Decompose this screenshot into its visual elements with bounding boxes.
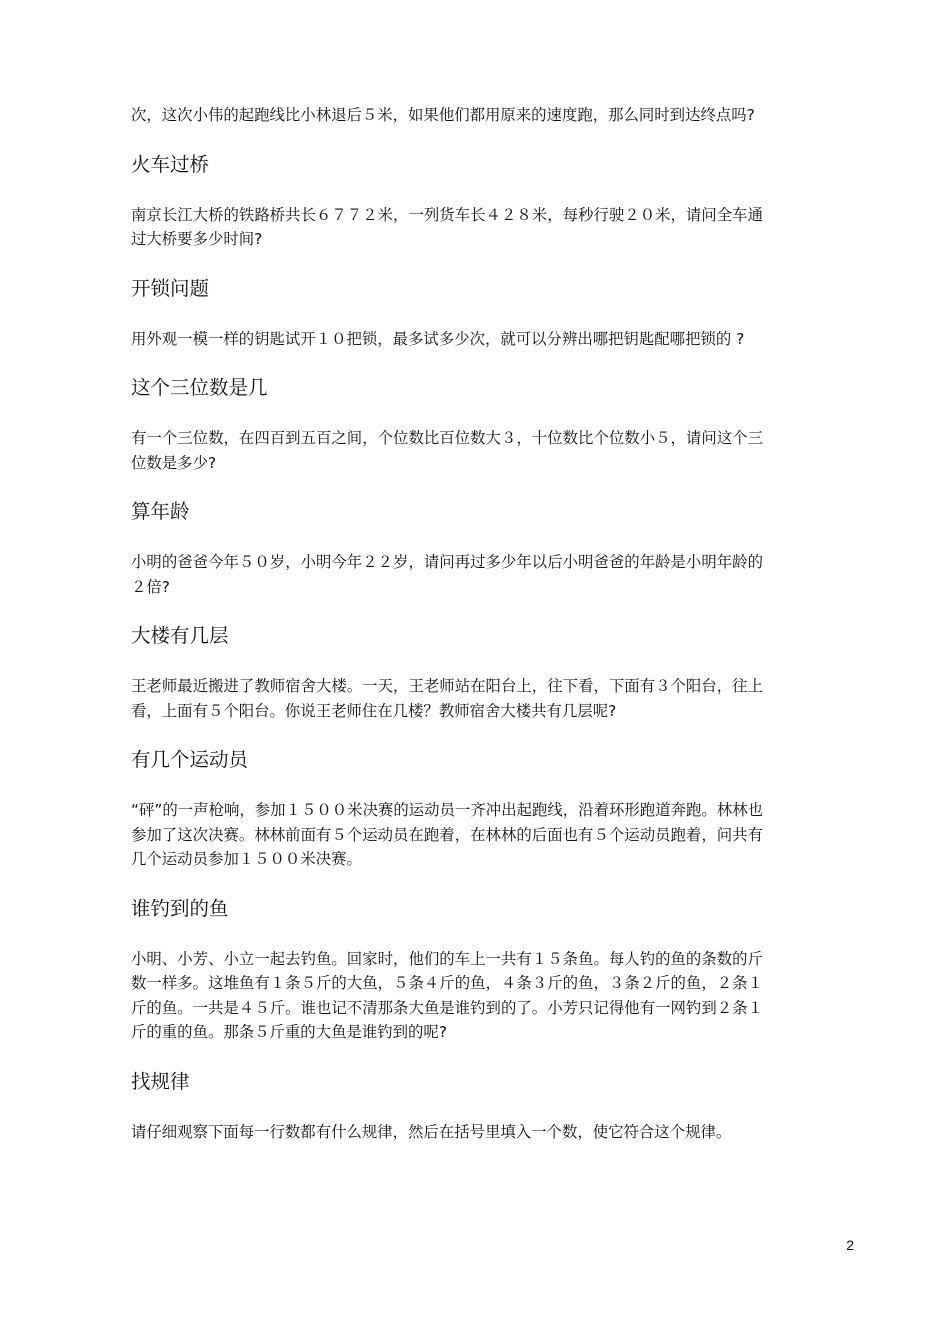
intro-paragraph: 次，这次小伟的起跑线比小林退后５米，如果他们都用原来的速度跑，那么同时到达终点吗? — [131, 106, 755, 124]
section-title-three-digit-number: 这个三位数是几 — [131, 376, 268, 399]
document-page — [131, 103, 763, 1144]
page-number: 2 — [846, 1237, 854, 1253]
section-body-three-digit-number: 有一个三位数，在四百到五百之间，个位数比百位数大３，十位数比个位数小５，请问这个三位数是多少? — [131, 429, 763, 472]
section-title-find-pattern: 找规律 — [131, 1069, 190, 1093]
section-body-fish: 小明、小芳、小立一起去钓鱼。回家时，他们的车上一共有１５条鱼。每人钓的鱼的条数的斤数一样多。这堆鱼有１条５斤的大鱼，５条４斤的鱼，４条３斤的鱼，３条２斤的鱼，２条１斤的鱼。一共是４５斤。谁也记不清那条大鱼是谁钓到的了。小芳只记得他有一网钓到２条１斤的重的鱼。那条５斤重的大鱼是谁钓到的呢? — [131, 949, 763, 1041]
section-body-find-pattern: 请仔细观察下面每一行数都有什么规律，然后在括号里填入一个数，使它符合这个规律。 — [131, 1122, 732, 1141]
section-title-unlock-problem: 开锁问题 — [131, 276, 210, 300]
section-title-building-floors: 大楼有几层 — [131, 624, 229, 647]
section-title-fish: 谁钓到的鱼 — [131, 896, 229, 920]
section-body-train-bridge: 南京长江大桥的铁路桥共长６７７２米，一列货车长４２８米，每秒行驶２０米，请问全车通过大桥要多少时间? — [131, 205, 763, 248]
section-title-train-bridge: 火车过桥 — [131, 152, 210, 176]
section-body-unlock-problem: 用外观一模一样的钥匙试开１０把锁，最多试多少次，就可以分辨出哪把钥匙配哪把锁的 ? — [131, 329, 745, 348]
section-body-athletes: “砰”的一声枪响，参加１５００米决赛的运动员一齐冲出起跑线，沿着环形跑道奔跑。林林也参加了这次决赛。林林前面有５个运动员在跑着，在林林的后面也有５个运动员跑着，问共有几个运动员参加１５００米决赛。 — [131, 801, 763, 868]
section-title-age: 算年龄 — [131, 500, 190, 523]
section-title-athletes: 有几个运动员 — [131, 748, 249, 771]
section-body-age: 小明的爸爸今年５０岁，小明今年２２岁，请问再过多少年以后小明爸爸的年龄是小明年龄的２倍? — [131, 553, 763, 596]
section-body-building-floors: 王老师最近搬进了教师宿舍大楼。一天，王老师站在阳台上，往下看，下面有３个阳台，往上看，上面有５个阳台。你说王老师住在几楼？教师宿舍大楼共有几层呢? — [131, 677, 763, 720]
